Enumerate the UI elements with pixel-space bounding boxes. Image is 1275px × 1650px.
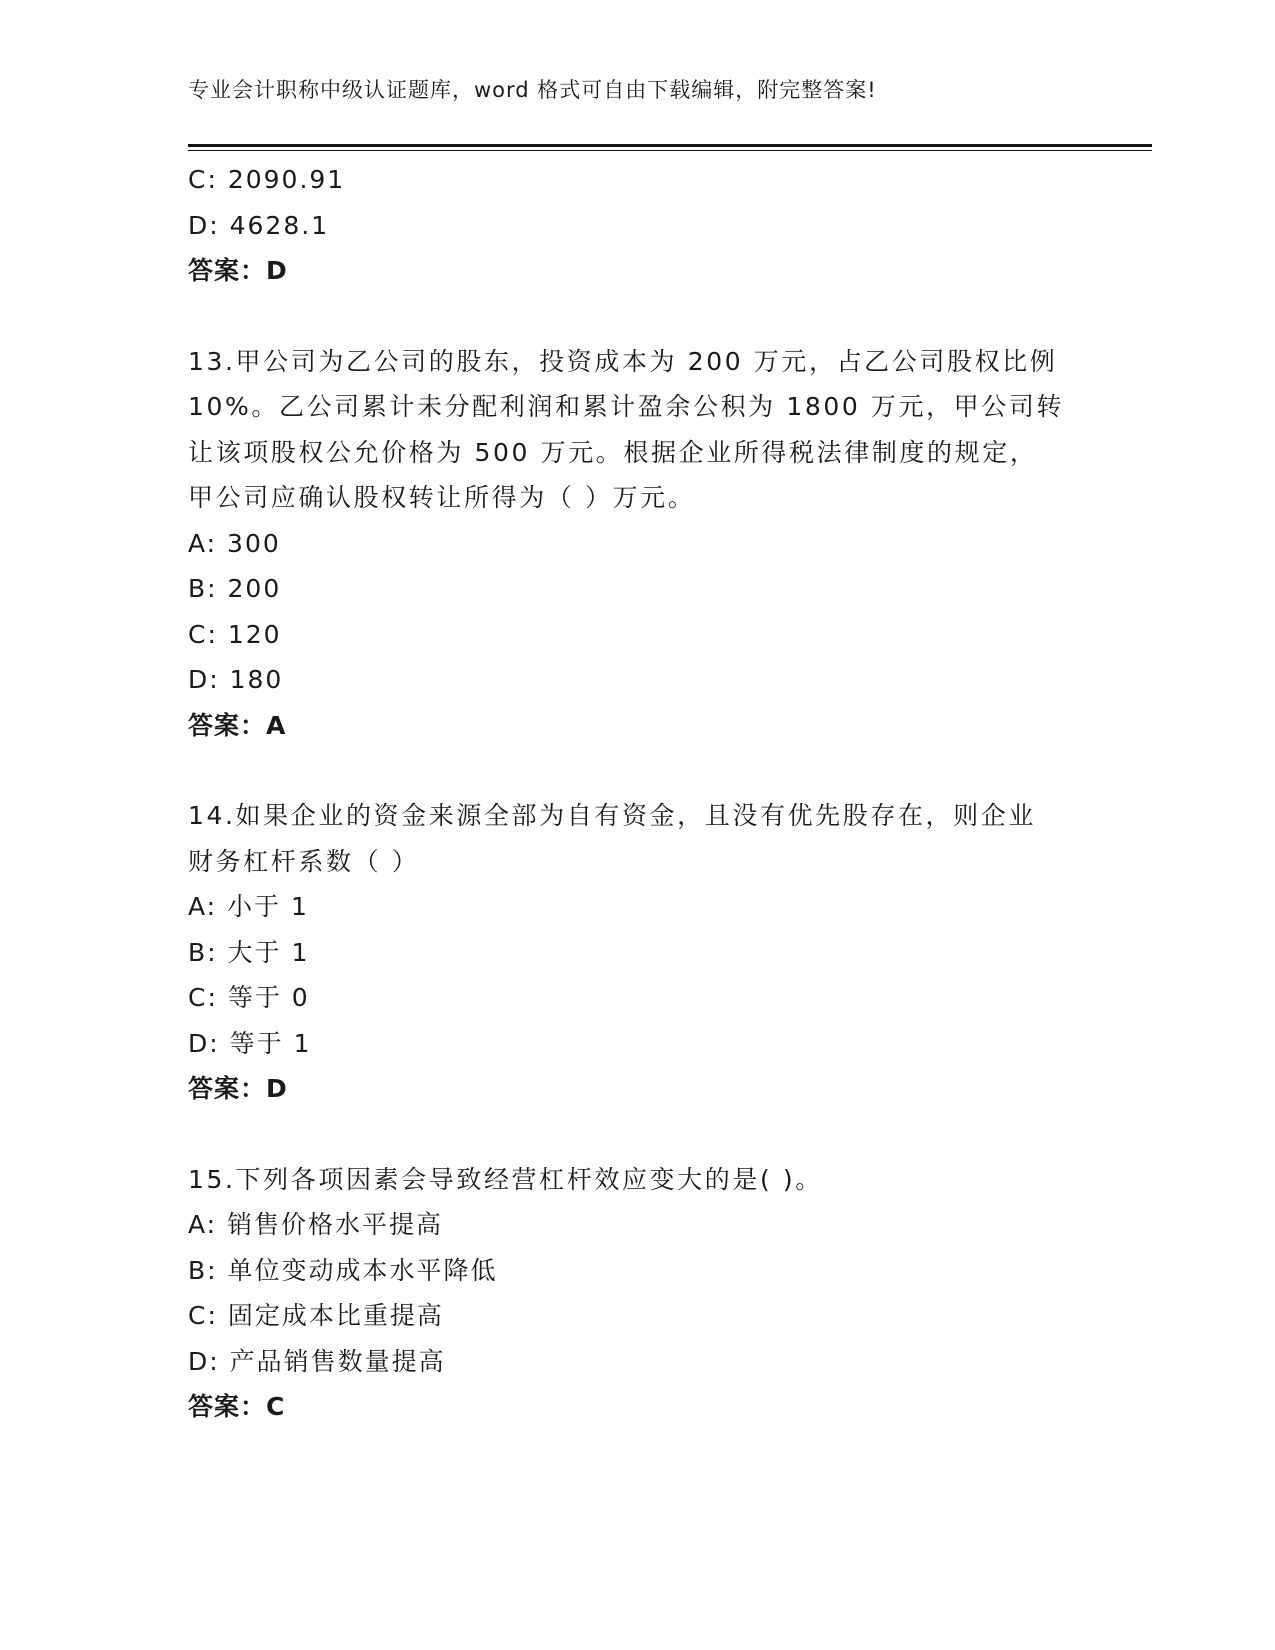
option-b: B: 200 (188, 574, 282, 603)
option-d: D: 4628.1 (188, 210, 330, 240)
option-d: D: 等于 1 (188, 1028, 312, 1058)
option-a: A: 300 (188, 528, 281, 558)
spacer (188, 748, 1088, 793)
spacer (188, 1112, 1088, 1157)
answer-line: 答案：A (188, 710, 287, 740)
option-a: A: 销售价格水平提高 (188, 1210, 444, 1239)
question-stem-line: 10%。乙公司累计未分配利润和累计盈余公积为 1800 万元，甲公司转 (188, 392, 1065, 421)
option-c: C: 2090.91 (188, 165, 346, 194)
spacer (188, 294, 1088, 339)
question-content (188, 157, 1088, 1430)
option-c: C: 等于 0 (188, 983, 310, 1012)
question-stem-line: 财务杠杆系数（ ） (188, 846, 420, 876)
option-d: D: 产品销售数量提高 (188, 1346, 446, 1376)
option-b: B: 大于 1 (188, 937, 310, 967)
question-stem-line: 15.下列各项因素会导致经营杠杆效应变大的是( )。 (188, 1164, 823, 1194)
question-stem-line: 14.如果企业的资金来源全部为自有资金，且没有优先股存在，则企业 (188, 801, 1036, 830)
option-a: A: 小于 1 (188, 892, 309, 921)
question-stem-line: 让该项股权公允价格为 500 万元。根据企业所得税法律制度的规定， (188, 437, 1038, 467)
option-c: C: 120 (188, 619, 282, 649)
question-stem-line: 13.甲公司为乙公司的股东，投资成本为 200 万元，占乙公司股权比例 (188, 346, 1058, 376)
question-15 (188, 1157, 1088, 1430)
question-12-tail (188, 157, 1088, 294)
option-b: B: 单位变动成本水平降低 (188, 1255, 498, 1285)
question-14 (188, 793, 1088, 1112)
option-c: C: 固定成本比重提高 (188, 1301, 444, 1330)
question-13 (188, 339, 1088, 749)
answer-line: 答案：D (188, 256, 288, 285)
answer-line: 答案：D (188, 1074, 288, 1103)
answer-line: 答案：C (188, 1392, 286, 1421)
option-d: D: 180 (188, 665, 284, 694)
question-stem-line: 甲公司应确认股权转让所得为（ ）万元。 (188, 483, 696, 512)
page-header: 专业会计职称中级认证题库，word 格式可自由下载编辑，附完整答案! (188, 78, 877, 102)
header-rule-thick (188, 144, 1152, 147)
header-rule-thin (188, 150, 1152, 151)
